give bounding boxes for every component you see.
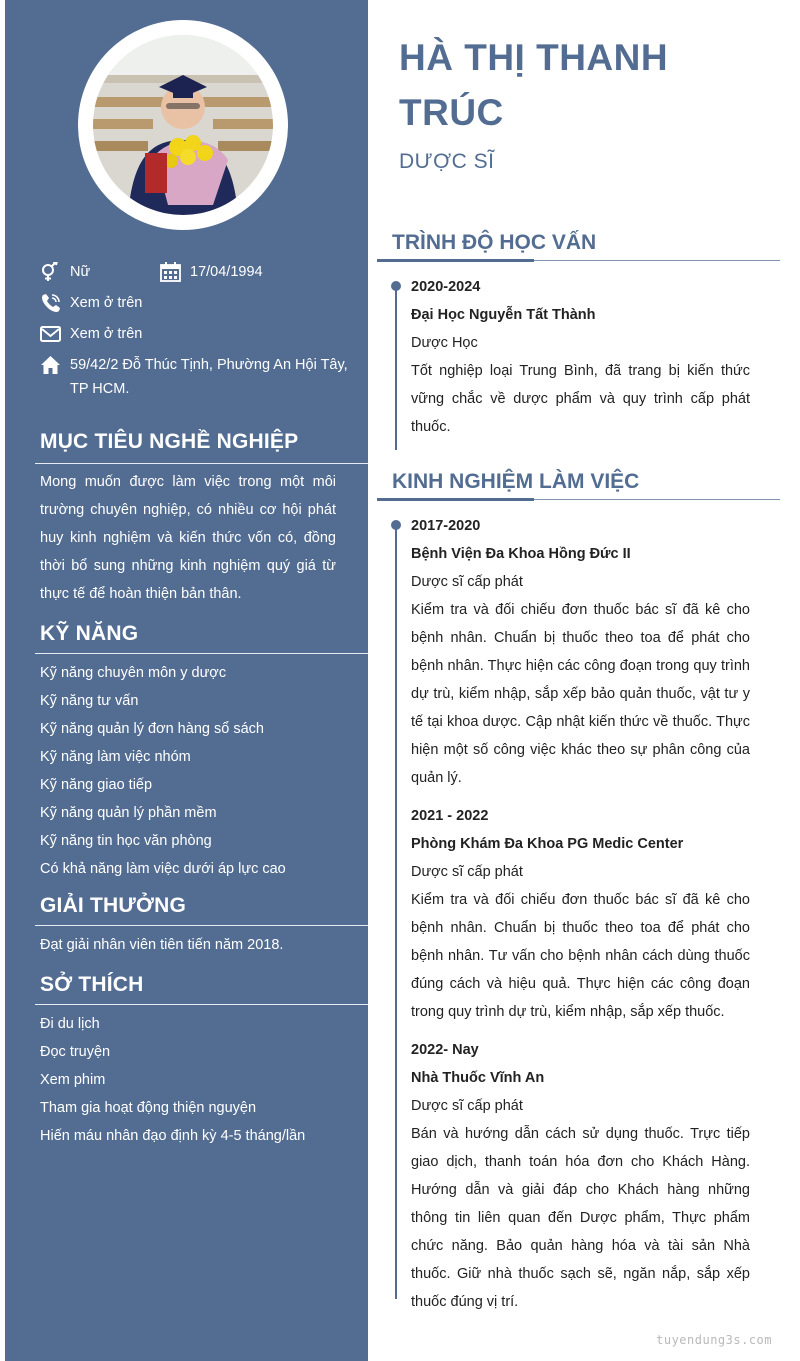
- skills-divider: [35, 653, 368, 654]
- gender-icon: [40, 262, 62, 282]
- birthday-value: 17/04/1994: [190, 264, 263, 280]
- hobby-item: Đi du lịch: [40, 1016, 100, 1032]
- hobbies-divider: [35, 1004, 368, 1005]
- entry-description: Tốt nghiệp loại Trung Bình, đã trang bị kiến thức vững chắc về dược phẩm và quy trình cấp phát thuốc.: [411, 363, 750, 435]
- candidate-role: DƯỢC SĨ: [399, 150, 495, 173]
- skill-item: Kỹ năng quản lý đơn hàng sổ sách: [40, 721, 264, 737]
- experience-title: KINH NGHIỆM LÀM VIỆC: [392, 470, 640, 493]
- entry-period: 2021 - 2022: [411, 808, 489, 824]
- entry-position: Dược sĩ cấp phát: [411, 864, 523, 880]
- entry-position: Dược sĩ cấp phát: [411, 1098, 523, 1114]
- avatar-photo: [93, 35, 273, 215]
- hobby-item: Xem phim: [40, 1072, 106, 1088]
- education-entry: [411, 273, 750, 441]
- entry-organization: Bệnh Viện Đa Khoa Hồng Đức II: [411, 546, 631, 562]
- entry-description: Kiểm tra và đối chiếu đơn thuốc bác sĩ đã kê cho bệnh nhân. Chuẩn bị thuốc theo toa để phát cho bệnh nhân. Tư vấn cho bệnh nhân cách dùng thuốc đúng cách và hiệu quả. Thực hiện các công đoạn trong quy trình dự trù, kiểm nhập, sắp xếp thuốc.: [411, 892, 750, 1020]
- avatar: [93, 35, 273, 215]
- experience-entry: [411, 512, 750, 792]
- calendar-icon: [160, 262, 182, 282]
- address-value: 59/42/2 Đỗ Thúc Tịnh, Phường An Hội Tây, TP HCM.: [70, 357, 348, 397]
- experience-timeline: [395, 524, 397, 1299]
- skill-item: Kỹ năng tin học văn phòng: [40, 833, 212, 849]
- phone-value: Xem ở trên: [70, 295, 143, 311]
- awards-list: [40, 931, 360, 959]
- education-title: TRÌNH ĐỘ HỌC VẤN: [392, 231, 597, 254]
- education-divider-accent: [377, 259, 534, 262]
- objective-divider: [35, 463, 368, 464]
- watermark: tuyendung3s.com: [656, 1333, 772, 1347]
- entry-position: Dược Học: [411, 335, 478, 351]
- entry-period: 2020-2024: [411, 279, 481, 295]
- email-icon: [40, 324, 62, 344]
- entry-organization: Phòng Khám Đa Khoa PG Medic Center: [411, 836, 684, 852]
- entry-description: Bán và hướng dẫn cách sử dụng thuốc. Trực tiếp giao dịch, thanh toán hóa đơn cho Khách Hàng. Hướng dẫn và giải đáp cho Khách hàng những thông tin liên quan đến Dược phẩm, Thực phẩm chức năng. Bảo quản hàng hóa và tài sản Nhà thuốc. Giữ nhà thuốc sạch sẽ, ngăn nắp, sắp xếp thuốc đúng vị trí.: [411, 1126, 750, 1310]
- experience-entry: [411, 802, 750, 1026]
- skills-list: [40, 659, 360, 883]
- entry-organization: Nhà Thuốc Vĩnh An: [411, 1070, 545, 1086]
- skill-item: Kỹ năng làm việc nhóm: [40, 749, 191, 765]
- candidate-name: HÀ THỊ THANH TRÚC: [399, 37, 669, 133]
- phone-icon: [40, 293, 62, 313]
- timeline-dot: [391, 281, 401, 291]
- skill-item: Kỹ năng quản lý phần mềm: [40, 805, 217, 821]
- experience-entry: [411, 1036, 750, 1316]
- experience-divider-accent: [377, 498, 534, 501]
- hobby-item: Đọc truyện: [40, 1044, 111, 1060]
- timeline-dot: [391, 520, 401, 530]
- gender-value: Nữ: [70, 264, 91, 280]
- objective-text: Mong muốn được làm việc trong một môi trường chuyên nghiệp, có nhiều cơ hội phát huy kinh nghiệm và kiến thức vốn có, đồng thời bổ sung những kinh nghiệm quý giá từ thực tế để hoàn thiện bản thân.: [40, 474, 336, 602]
- avatar-frame: [78, 20, 288, 230]
- home-icon: [40, 355, 62, 375]
- awards-divider: [35, 925, 368, 926]
- hobbies-title: SỞ THÍCH: [40, 973, 144, 996]
- hobby-item: Tham gia hoạt động thiện nguyện: [40, 1100, 257, 1116]
- entry-organization: Đại Học Nguyễn Tất Thành: [411, 307, 596, 323]
- entry-position: Dược sĩ cấp phát: [411, 574, 523, 590]
- skill-item: Kỹ năng giao tiếp: [40, 777, 153, 793]
- hobbies-list: [40, 1010, 360, 1150]
- skill-item: Kỹ năng chuyên môn y dược: [40, 665, 227, 681]
- skill-item: Có khả năng làm việc dưới áp lực cao: [40, 861, 286, 877]
- entry-period: 2017-2020: [411, 518, 481, 534]
- entry-period: 2022- Nay: [411, 1042, 479, 1058]
- skill-item: Kỹ năng tư vấn: [40, 693, 139, 709]
- hobby-item: Hiến máu nhân đạo định kỳ 4-5 tháng/lần: [40, 1128, 306, 1144]
- award-item: Đạt giải nhân viên tiên tiến năm 2018.: [40, 937, 284, 953]
- awards-title: GIẢI THƯỞNG: [40, 894, 187, 917]
- objective-title: MỤC TIÊU NGHỀ NGHIỆP: [40, 430, 299, 453]
- education-timeline: [395, 285, 397, 450]
- email-value: Xem ở trên: [70, 326, 143, 342]
- skills-title: KỸ NĂNG: [40, 622, 139, 645]
- entry-description: Kiểm tra và đối chiếu đơn thuốc bác sĩ đã kê cho bệnh nhân. Chuẩn bị thuốc theo toa để phát cho bệnh nhân. Thực hiện các công đoạn trong quy trình dự trù, kiểm nhập, sắp xếp bảo quản thuốc, vật tư y tế tại khoa dược. Cập nhật kiến thức về thuốc. Thực hiện một số công việc khác theo sự phân công của quản lý.: [411, 602, 750, 786]
- sidebar: [5, 0, 368, 1361]
